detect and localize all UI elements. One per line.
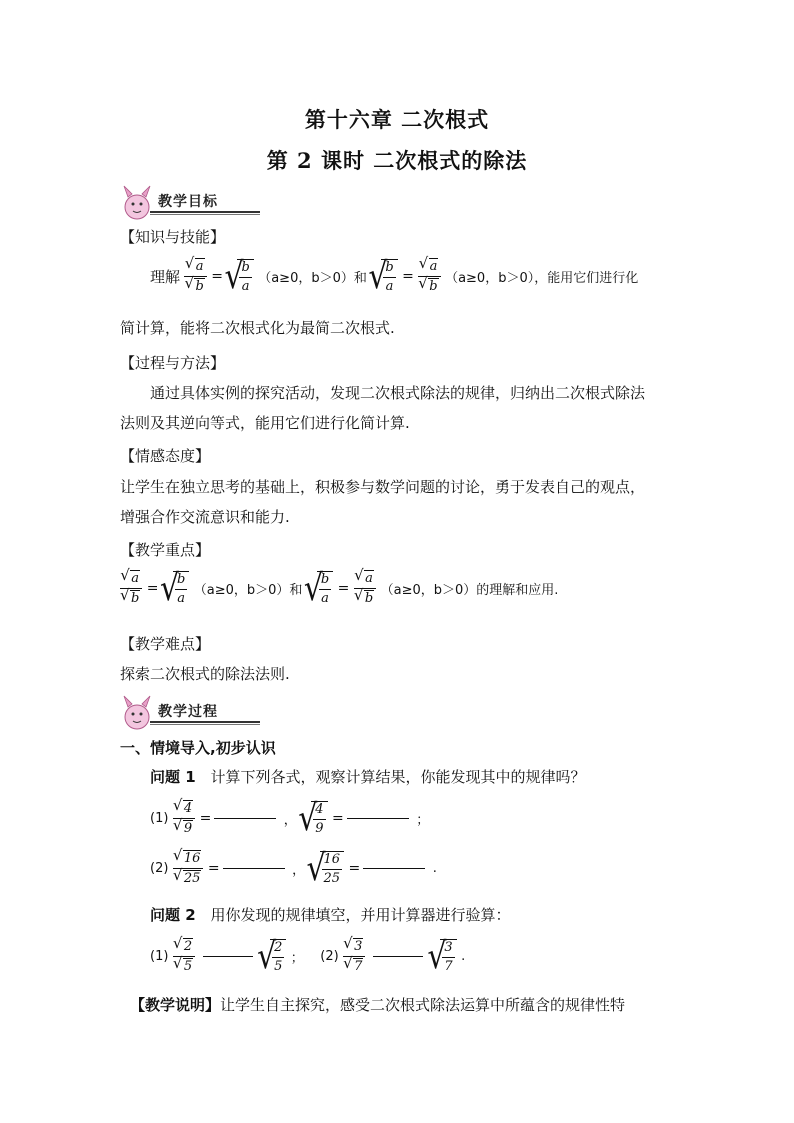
sqrt-2-over-5: √ $\frac{2}{5}$	[260, 939, 286, 975]
banner-underline	[150, 721, 260, 723]
answer-blank[interactable]	[203, 956, 253, 957]
difficulty-heading: 【教学难点】	[120, 635, 211, 653]
q1-text: 计算下列各式，观察计算结果，你能发现其中的规律吗？	[210, 768, 586, 786]
sqrt-16-over-25: √ $\frac{16}{25}$	[310, 851, 345, 887]
emotion-heading: 【情感态度】	[120, 447, 211, 465]
q1-item-1: (1) √ 4 √ 9 = ， √ $\frac{4}{9}$ = ；	[150, 800, 429, 850]
key-condition-2: （a≥0，b＞0）的理解和应用.	[380, 583, 559, 598]
fraction-sqrt-a-over-sqrt-b: √ a √ b	[120, 570, 142, 607]
sqrt-b-over-a: √ $\frac{b}{a}$	[163, 571, 189, 607]
note-text: 让学生自主探究，感受二次根式除法运算中所蕴含的规律性特	[220, 996, 626, 1014]
equals-sign: =	[337, 580, 350, 597]
banner-underline	[150, 211, 260, 213]
condition-2: （a≥0，b＞0），能用它们进行化	[445, 271, 639, 286]
fraction-sqrt4-over-sqrt9: √ 4 √ 9	[173, 800, 195, 837]
fraction-sqrt-a-over-sqrt-b: √ a √ b	[184, 258, 206, 295]
equals-sign: =	[211, 268, 223, 285]
banner-underline-thin	[150, 214, 260, 215]
equals-sign: =	[146, 580, 159, 597]
key-condition-1: （a≥0，b＞0）和	[193, 583, 303, 598]
process-banner-label: 教学过程	[158, 704, 218, 720]
q2-text: 用你发现的规律填空，并用计算器进行验算：	[210, 906, 511, 924]
fraction-sqrt-a-over-sqrt-b-2: √ a √ b	[418, 258, 440, 295]
teaching-note	[130, 990, 625, 1020]
answer-blank[interactable]	[223, 868, 285, 869]
condition-1: （a≥0，b＞0）和	[258, 271, 367, 286]
question-2	[150, 900, 510, 930]
fraction-sqrt16-over-sqrt25: √ 16 √ 25	[173, 850, 204, 887]
mascot-icon	[120, 183, 154, 221]
method-text-1: 通过具体实例的探究活动，发现二次根式除法的规律，归纳出二次根式除法	[150, 384, 646, 402]
question-1	[150, 762, 585, 792]
fraction-sqrt2-over-sqrt5: √ 2 √ 5	[173, 938, 195, 975]
sqrt-b-over-a-2: √ $\frac{b}{a}$	[371, 259, 397, 295]
key-heading: 【教学重点】	[120, 541, 211, 559]
knowledge-heading: 【知识与技能】	[120, 228, 226, 246]
process-banner	[120, 693, 270, 733]
method-text-2: 法则及其逆向等式，能用它们进行化简计算.	[120, 414, 410, 432]
mascot-icon	[120, 693, 154, 731]
sqrt-3-over-7: √ $\frac{3}{7}$	[430, 939, 456, 975]
q1-label: 问题 1	[150, 768, 196, 786]
answer-blank[interactable]	[373, 956, 423, 957]
equals-sign: =	[402, 268, 414, 285]
sqrt-b-over-a-2: √ $\frac{b}{a}$	[307, 571, 333, 607]
chapter-title: 第十六章 二次根式	[304, 107, 490, 132]
objectives-banner-label: 教学目标	[158, 194, 218, 210]
key-formula-line	[120, 570, 558, 620]
process-heading: 一、情境导入,初步认识	[120, 739, 276, 757]
sqrt-b-over-a: √ $\frac{b}{a}$	[227, 259, 253, 295]
knowledge-lead: 理解	[150, 268, 181, 286]
answer-blank[interactable]	[214, 818, 276, 819]
answer-blank[interactable]	[347, 818, 409, 819]
note-label: 【教学说明】	[130, 996, 221, 1014]
method-heading: 【过程与方法】	[120, 354, 226, 372]
lesson-title: 第 2 课时 二次根式的除法	[266, 148, 528, 173]
q2-label: 问题 2	[150, 906, 196, 924]
sqrt-4-over-9: √ $\frac{4}{9}$	[301, 801, 327, 837]
fraction-sqrt-a-over-sqrt-b-2: √ a √ b	[354, 570, 376, 607]
q1-item-2: (2) √ 16 √ 25 = ， √ $\frac{16}{25}$ = .	[150, 850, 437, 900]
difficulty-text: 探索二次根式的除法法则.	[120, 665, 290, 683]
fraction-sqrt3-over-sqrt7: √ 3 √ 7	[343, 938, 365, 975]
knowledge-formula-line	[150, 258, 638, 308]
emotion-text-1: 让学生在独立思考的基础上，积极参与数学问题的讨论，勇于发表自己的观点，	[120, 478, 646, 496]
knowledge-cont: 简计算，能将二次根式化为最简二次根式.	[120, 319, 395, 337]
banner-underline-thin	[150, 724, 260, 725]
answer-blank[interactable]	[363, 868, 425, 869]
objectives-banner	[120, 183, 270, 223]
q2-items: (1) √ 2 √ 5 √ $\frac{2}{5}$ ； (2) √ 3 √ 7 √ $\frac{3}{7}$ .	[150, 938, 465, 988]
emotion-text-2: 增强合作交流意识和能力.	[120, 508, 290, 526]
